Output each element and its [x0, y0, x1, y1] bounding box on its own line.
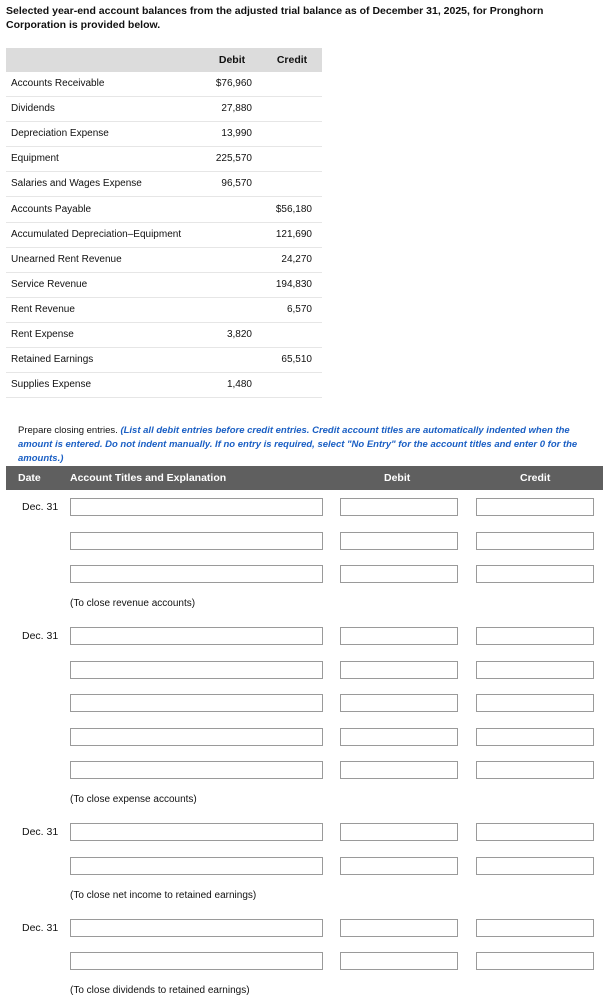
credit-input[interactable]	[476, 857, 594, 875]
entry-explanation: (To close net income to retained earnings)	[70, 889, 257, 901]
account-title-input[interactable]	[70, 857, 323, 875]
account-title-input[interactable]	[70, 627, 323, 645]
trial-balance-row	[6, 223, 322, 248]
account-name: Dividends	[11, 103, 55, 115]
debit-input[interactable]	[340, 823, 458, 841]
credit-amount: $56,180	[275, 203, 312, 215]
entry-date: Dec. 31	[22, 921, 59, 934]
problem-intro: Selected year-end account balances from the adjusted trial balance as of December 31, 2025, for Pronghorn Corporation is provided below.	[6, 5, 544, 31]
trial-balance-row	[6, 97, 322, 122]
credit-input[interactable]	[476, 498, 594, 516]
debit-input[interactable]	[340, 857, 458, 875]
trial-balance-header	[6, 48, 322, 72]
instructions-lead: Prepare closing entries.	[18, 425, 118, 436]
entry-date: Dec. 31	[22, 501, 59, 513]
account-name: Accounts Receivable	[11, 78, 105, 89]
account-name: Salaries and Wages Expense	[11, 178, 142, 190]
debit-input[interactable]	[340, 498, 458, 516]
account-title-input[interactable]	[70, 952, 323, 970]
entry-explanation: (To close revenue accounts)	[70, 598, 196, 609]
credit-input[interactable]	[476, 823, 594, 841]
trial-balance-row	[6, 122, 322, 147]
credit-input[interactable]	[476, 952, 594, 970]
credit-input[interactable]	[476, 627, 594, 645]
credit-input[interactable]	[476, 728, 594, 746]
trial-balance-row	[6, 323, 322, 348]
debit-input[interactable]	[340, 694, 458, 712]
trial-balance-credit-header: Credit	[276, 54, 308, 66]
trial-balance-row	[6, 147, 322, 172]
trial-balance-row	[6, 172, 322, 197]
account-name: Equipment	[11, 153, 59, 165]
debit-input[interactable]	[340, 728, 458, 746]
account-title-input[interactable]	[70, 498, 323, 516]
journal-date-header: Date	[18, 472, 41, 484]
debit-input[interactable]	[340, 627, 458, 645]
debit-amount: 3,820	[226, 329, 252, 340]
account-name: Supplies Expense	[11, 379, 92, 391]
trial-balance-debit-header: Debit	[218, 54, 246, 66]
instructions-note: (List all debit entries before credit entries. Credit account titles are automatically indented when the amount is entered. Do not indent manually. If no entry is required, select "No Entry" for the account titles and enter 0 for the amounts.)	[18, 425, 578, 464]
trial-balance-row	[6, 198, 322, 223]
trial-balance-row	[6, 248, 322, 273]
credit-input[interactable]	[476, 694, 594, 712]
account-name: Service Revenue	[11, 278, 88, 290]
account-name: Unearned Rent Revenue	[11, 253, 122, 265]
credit-amount: 6,570	[286, 303, 312, 315]
credit-amount: 121,690	[275, 228, 312, 240]
account-name: Rent Expense	[11, 329, 74, 340]
instructions	[18, 424, 598, 466]
account-title-input[interactable]	[70, 823, 323, 841]
entry-date: Dec. 31	[22, 826, 59, 838]
credit-amount: 24,270	[281, 253, 312, 265]
trial-balance-row	[6, 72, 322, 97]
account-title-input[interactable]	[70, 565, 323, 583]
journal-credit-header: Credit	[520, 472, 551, 484]
debit-amount: 1,480	[226, 379, 252, 391]
account-title-input[interactable]	[70, 661, 323, 679]
debit-input[interactable]	[340, 532, 458, 550]
account-name: Accumulated Depreciation–Equipment	[11, 228, 182, 240]
account-title-input[interactable]	[70, 761, 323, 779]
trial-balance-row	[6, 273, 322, 298]
account-name: Retained Earnings	[11, 354, 94, 366]
entry-explanation: (To close dividends to retained earnings)	[70, 985, 250, 996]
trial-balance-row	[6, 373, 322, 398]
credit-input[interactable]	[476, 532, 594, 550]
debit-amount: 13,990	[221, 128, 252, 140]
credit-amount: 65,510	[281, 354, 312, 366]
account-title-input[interactable]	[70, 532, 323, 550]
debit-input[interactable]	[340, 661, 458, 679]
debit-amount: 96,570	[221, 178, 252, 190]
credit-amount: 194,830	[275, 278, 312, 290]
journal-account-header: Account Titles and Explanation	[70, 472, 227, 484]
account-name: Depreciation Expense	[11, 128, 109, 140]
debit-amount: 27,880	[221, 103, 252, 115]
credit-input[interactable]	[476, 761, 594, 779]
debit-amount: 225,570	[215, 153, 252, 165]
account-title-input[interactable]	[70, 919, 323, 937]
credit-input[interactable]	[476, 661, 594, 679]
debit-input[interactable]	[340, 565, 458, 583]
debit-amount: $76,960	[215, 78, 252, 89]
entry-explanation: (To close expense accounts)	[70, 794, 197, 805]
debit-input[interactable]	[340, 952, 458, 970]
account-title-input[interactable]	[70, 728, 323, 746]
trial-balance-row	[6, 298, 322, 323]
entry-date: Dec. 31	[22, 630, 59, 642]
credit-input[interactable]	[476, 919, 594, 937]
account-name: Rent Revenue	[11, 303, 75, 315]
account-name: Accounts Payable	[11, 203, 92, 215]
journal-header	[6, 466, 603, 490]
debit-input[interactable]	[340, 761, 458, 779]
account-title-input[interactable]	[70, 694, 323, 712]
journal-debit-header: Debit	[384, 472, 411, 484]
credit-input[interactable]	[476, 565, 594, 583]
debit-input[interactable]	[340, 919, 458, 937]
trial-balance-row	[6, 348, 322, 373]
